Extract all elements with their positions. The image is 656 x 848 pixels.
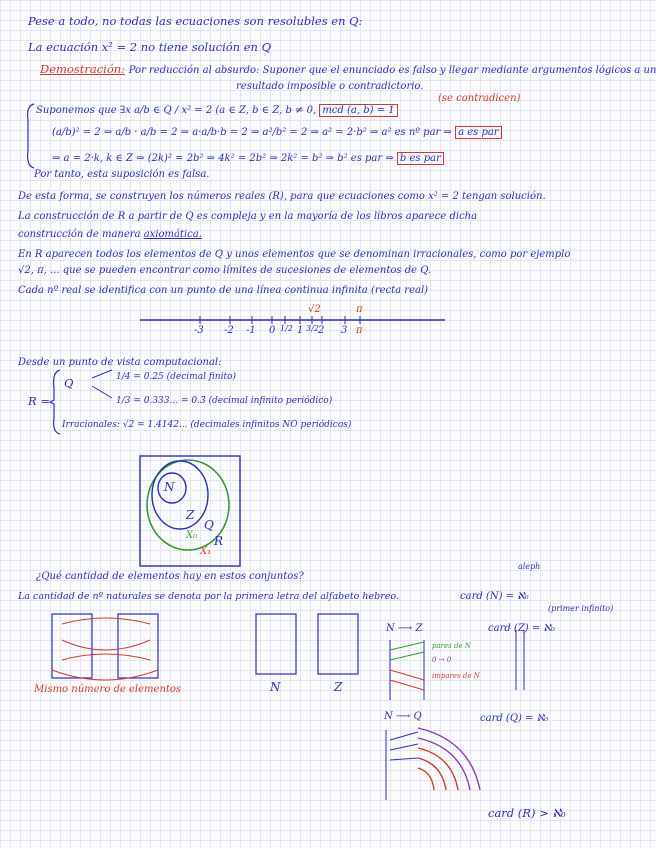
b-par-box: b es par [397,152,444,165]
venn-Z-circle [152,461,208,529]
proof-step-2: (a/b)² = 2 ⇒ a/b · a/b = 2 ⇒ a·a/b·b = 2 ⇒ a²/b² = 2 ⇒ a² = 2·b² ⇒ a² es nº par ⇒ a es par [52,126,502,140]
tick-label: 3/2 [306,324,319,333]
tick-label: -2 [224,325,234,336]
n-set-label: N [270,680,281,694]
demo-text-2: resultado imposible o contradictorio. [236,81,424,92]
tick-label: -1 [246,325,256,336]
tick-label: 1 [297,325,304,336]
q-label: Q [64,376,74,390]
venn-label-x0: X₀ [186,530,198,541]
venn-label-R: R [214,534,224,548]
proof-conclusion: Por tanto, esta suposición es falsa. [34,169,210,180]
para-3: construcción de manera axiomática. [18,229,202,240]
n-to-q: N ⟶ Q [384,711,422,722]
venn-label-Q: Q [204,518,214,532]
demo-label: Demostración: [40,62,126,76]
aleph-word: aleph [518,562,541,571]
r-equals: R = [28,394,50,408]
note-line-2: La ecuación x² = 2 no tiene solución en Q [28,40,272,54]
contradiction-note: (se contradicen) [438,93,521,104]
tick-label: 1/2 [280,324,293,333]
impares-label: impares de N [432,672,480,680]
same-count-label: Mismo número de elementos [34,684,182,695]
cero-label: 0 → 0 [432,656,452,664]
venn-label-x1: X₁ [200,546,212,557]
tick-label-above: π [356,304,363,315]
computational-title: Desde un punto de vista computacional: [18,357,222,368]
demo-text: Por reducción al absurdo: Suponer que el enunciado es falso y llegar mediante argumentos lógicos a un [128,65,656,76]
tick-label: 2 [318,325,325,336]
para-6: Cada nº real se identifica con un punto de una línea continua infinita (recta real) [18,285,429,296]
card-r: card (R) > ℵ₀ [488,806,566,820]
dec-periodic: 1/3 = 0.333... = 0.3̄ (decimal infinito periódico) [116,396,333,406]
card-n: card (N) = ℵ₀ [460,591,529,602]
venn-label-N: N [164,480,175,494]
n-to-z: N ⟶ Z [386,623,423,634]
para-1: De esta forma, se construyen los números reales (R), para que ecuaciones como x² = 2 tengan solución. [18,191,546,202]
dec-finite: 1/4 = 0.25 (decimal finito) [116,372,237,382]
card-z: card (Z) = ℵ₀ [488,623,555,634]
tick-label: -3 [194,325,204,336]
proof-step-3: ⇒ a = 2·k, k ∈ Z ⇒ (2k)² = 2b² ⇒ 4k² = 2b² ⇒ 2k² = b² ⇒ b² es par ⇒ b es par [52,152,444,166]
proof-step-1: Suponemos que ∃x a/b ∈ Q / x² = 2 (a ∈ Z, b ∈ Z, b ≠ 0, mcd (a, b) = 1 [36,104,398,118]
para-5: √2, π, ... que se pueden encontrar como límites de sucesiones de elementos de Q. [18,265,432,276]
tick-label: 0 [269,325,276,336]
card-q: card (Q) = ℵ₀ [480,713,549,724]
mcd-box: mcd (a, b) = 1 [319,104,397,117]
venn-label-Z: Z [186,508,195,522]
note-line-1: Pese a todo, no todas las ecuaciones son resolubles en Q: [28,14,363,28]
question: ¿Qué cantidad de elementos hay en estos conjuntos? [36,571,304,582]
irrationals: Irracionales: √2 = 1.4142... (decimales infinitos NO periódicos) [62,420,352,430]
tick-label-above: √2 [308,304,321,315]
tick-label: π [356,325,363,336]
tick-label: 3 [341,325,348,336]
aleph-note: (primer infinito) [548,604,614,613]
pares-label: pares de N [432,642,471,650]
z-set-label: Z [334,680,343,694]
aleph-sentence: La cantidad de nº naturales se denota por la primera letra del alfabeto hebreo. [18,591,399,602]
para-2: La construcción de R a partir de Q es compleja y en la mayoría de los libros aparece dicha [18,211,478,222]
para-4: En R aparecen todos los elementos de Q y unos elementos que se denominan irracionales, como por ejemplo [18,249,571,260]
a-par-box: a es par [455,126,502,139]
